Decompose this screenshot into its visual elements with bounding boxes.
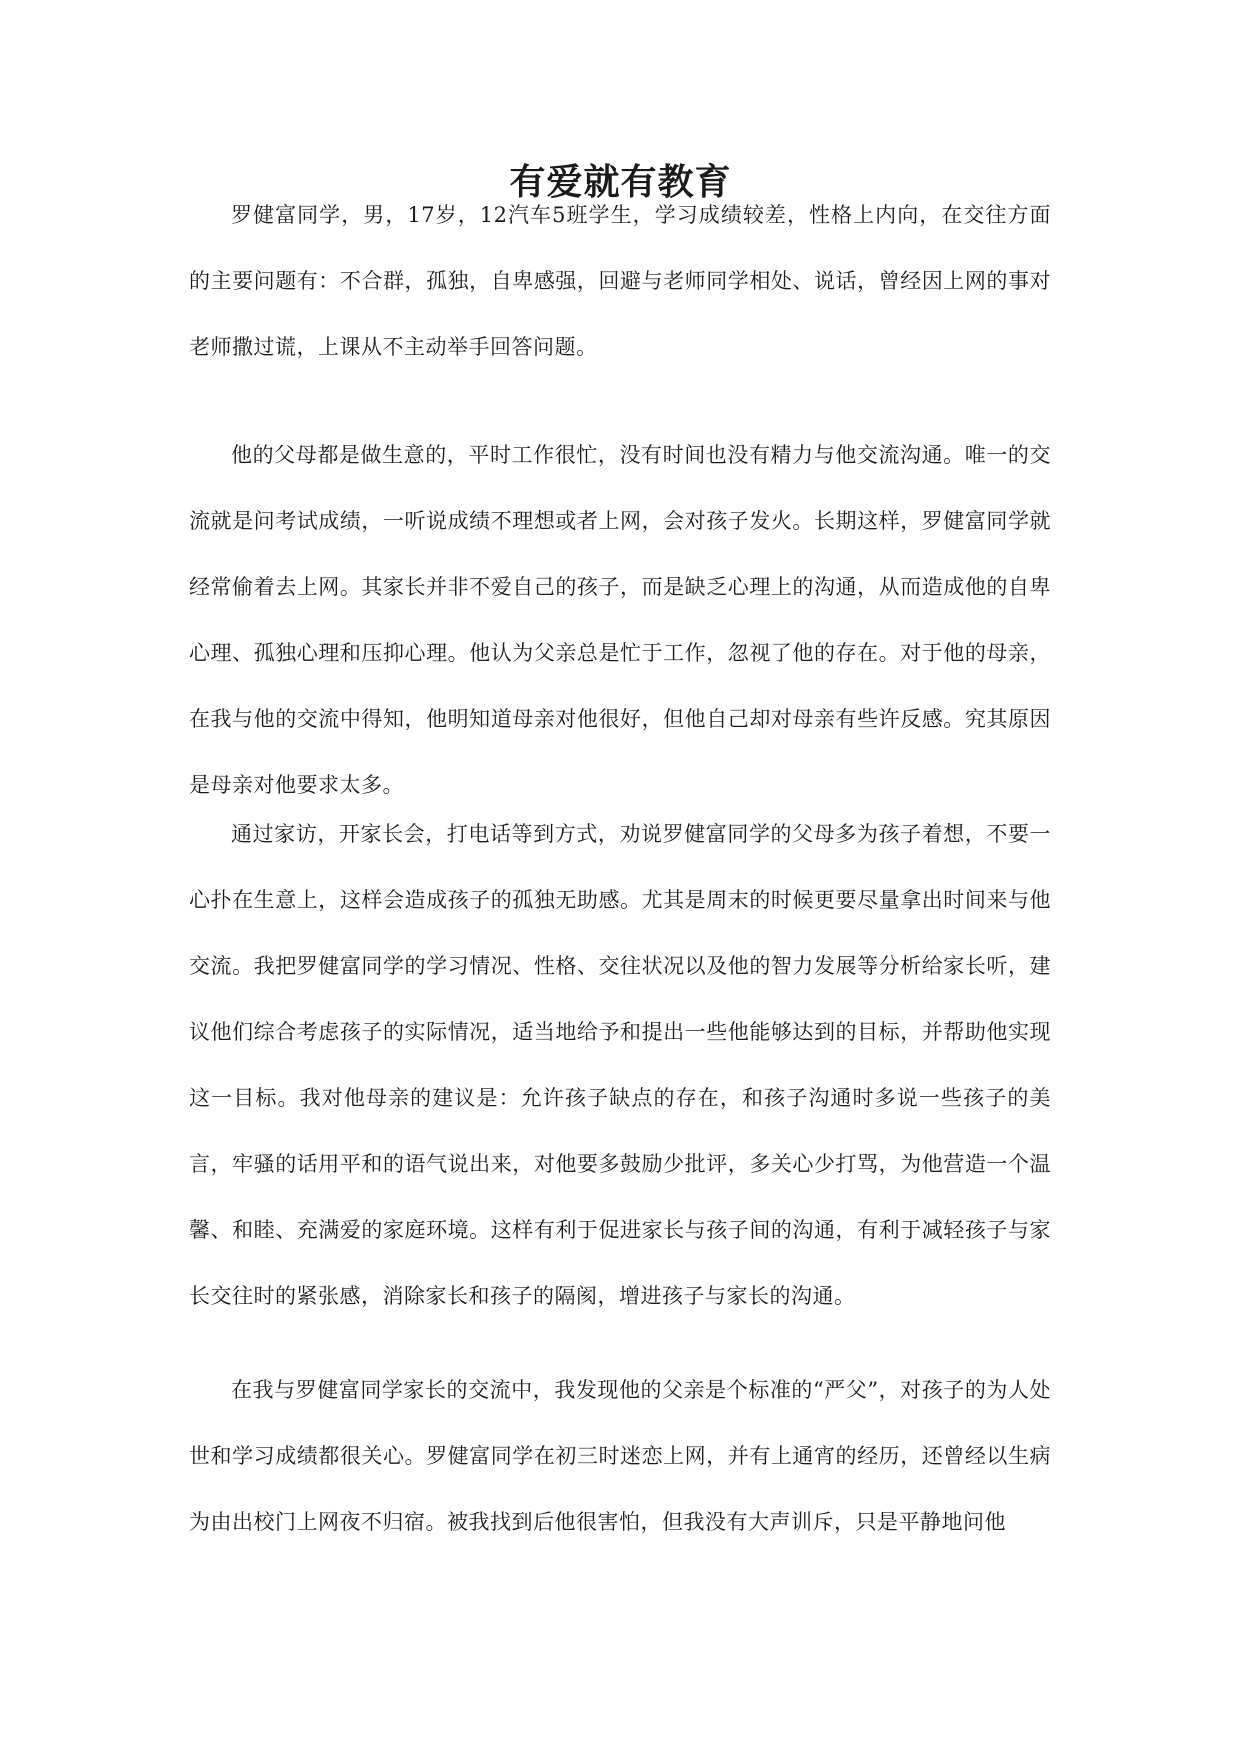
paragraph-intervention: 通过家访，开家长会，打电话等到方式，劝说罗健富同学的父母多为孩子着想，不要一心扑在生意上，这样会造成孩子的孤独无助感。尤其是周末的时候更要尽量拿出时间来与他交流。我把罗健富同学的学习情况、性格、交往状况以及他的智力发展等分析给家长听，建议他们综合考虑孩子的实际情况，适当地给予和提出一些他能够达到的目标，并帮助他实现这一目标。我对他母亲的建议是：允许孩子缺点的存在，和孩子沟通时多说一些孩子的美言，牢骚的话用平和的语气说出来，对他要多鼓励少批评，多关心少打骂，为他营造一个温馨、和睦、充满爱的家庭环境。这样有利于促进家长与孩子间的沟通，有利于减轻孩子与家长交往时的紧张感，消除家长和孩子的隔阂，增进孩子与家长的沟通。: [189, 822, 1051, 1308]
paragraph-student-profile: 罗健富同学，男，17岁，12汽车5班学生，学习成绩较差，性格上内向，在交往方面的主要问题有：不合群，孤独，自卑感强，回避与老师同学相处、说话，曾经因上网的事对老师撒过谎，上课从不主动举手回答问题。: [189, 203, 1051, 359]
paragraph-father-communication: 在我与罗健富同学家长的交流中，我发现他的父亲是个标准的“严父”，对孩子的为人处世和学习成绩都很关心。罗健富同学在初三时迷恋上网，并有上通宵的经历，还曾经以生病为由出校门上网夜不归宿。被我找到后他很害怕，但我没有大声训斥，只是平静地问他: [189, 1378, 1051, 1534]
document-title: 有爱就有教育: [509, 161, 732, 203]
paragraph-family-background: 他的父母都是做生意的，平时工作很忙，没有时间也没有精力与他交流沟通。唯一的交流就是问考试成绩，一听说成绩不理想或者上网，会对孩子发火。长期这样，罗健富同学就经常偷着去上网。其家长并非不爱自己的孩子，而是缺乏心理上的沟通，从而造成他的自卑心理、孤独心理和压抑心理。他认为父亲总是忙于工作，忽视了他的存在。对于他的母亲，在我与他的交流中得知，他明知道母亲对他很好，但他自己却对母亲有些许反感。究其原因是母亲对他要求太多。: [189, 443, 1051, 797]
